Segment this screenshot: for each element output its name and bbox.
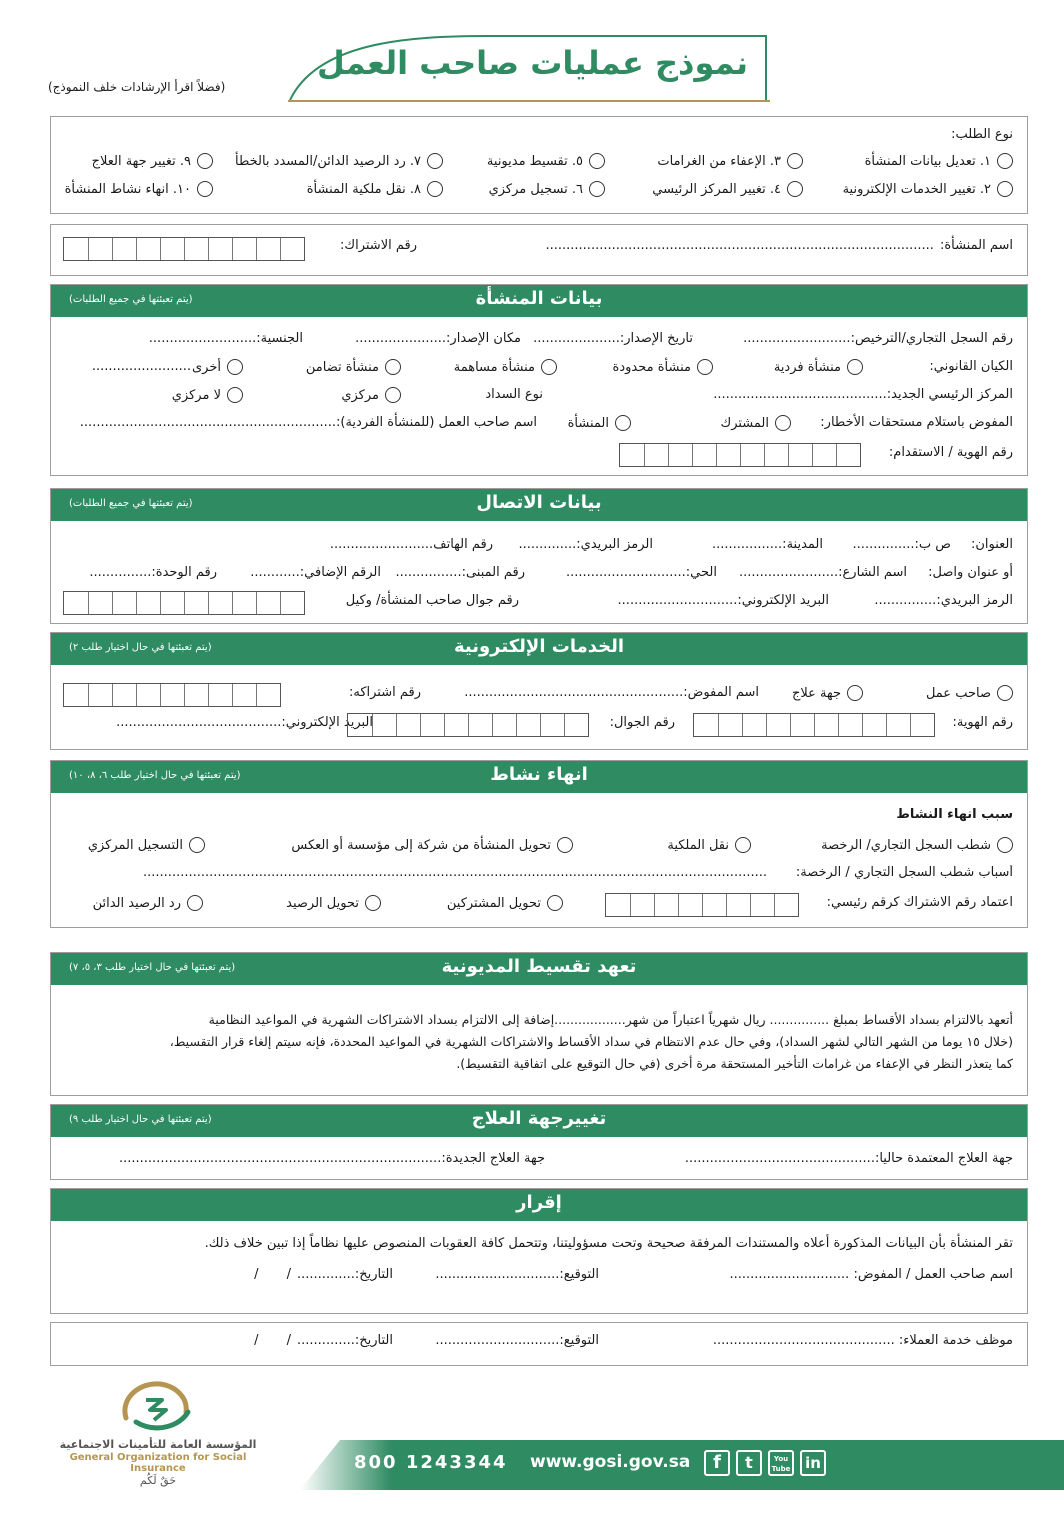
instructions-note: (فضلاً اقرأ الإرشادات خلف النموذج) <box>48 80 226 94</box>
section-title: إقرار <box>516 1192 562 1213</box>
wasel-label: أو عنوان واصل: <box>928 565 1013 580</box>
new-hq-field[interactable]: المركز الرئيسي الجديد:.......................................... <box>713 387 1013 402</box>
footer-phone[interactable]: 800 1243344 <box>354 1452 508 1473</box>
notice-auth-label: المفوض باستلام مستحقات الأخطار: <box>820 415 1013 430</box>
postal-code-field[interactable]: الرمز البريدي:.............. <box>518 537 653 552</box>
owner-signatory-field[interactable]: اسم صاحب العمل / المفوض: ............................. <box>729 1267 1013 1282</box>
section-note: (يتم تعبئتها في حال اختيار طلب ٣، ٥، ٧) <box>69 962 236 973</box>
employee-signature-field[interactable]: التوقيع:.............................. <box>435 1333 599 1348</box>
gosi-logo-icon <box>116 1378 196 1436</box>
footer-bar <box>300 1440 1064 1490</box>
reason-convert[interactable]: تحويل المنشأة من شركة إلى مؤسسة أو العكس <box>291 837 573 853</box>
employee-date-slashes: / / <box>254 1333 303 1348</box>
id-number-label: رقم الهوية / الاستقدام: <box>888 445 1013 460</box>
termination-section <box>50 760 1028 928</box>
radio-icon <box>997 837 1013 853</box>
main-sub-cells[interactable] <box>605 893 799 917</box>
radio-icon <box>187 895 203 911</box>
radio-icon <box>787 181 803 197</box>
social-icons <box>704 1450 826 1476</box>
declaration-section-header <box>51 1189 1027 1221</box>
radio-icon <box>189 837 205 853</box>
request-option-5[interactable]: ٥. تقسيط مديونية <box>487 153 605 169</box>
owner-date-field[interactable]: التاريخ:.............. <box>297 1267 393 1282</box>
current-clinic-field[interactable]: جهة العلاج المعتمدة حاليا:.............................................. <box>684 1151 1013 1166</box>
subscription-number-cells[interactable] <box>63 237 305 261</box>
radio-icon <box>197 181 213 197</box>
radio-icon <box>589 153 605 169</box>
delegate-name-field[interactable]: اسم المفوض:..................................................... <box>464 685 759 700</box>
radio-icon <box>227 359 243 375</box>
eservice-option-employer[interactable]: صاحب عمل <box>926 685 1013 701</box>
owner-date-slashes: / / <box>254 1267 303 1282</box>
radio-icon <box>365 895 381 911</box>
delegate-mobile-label: رقم الجوال: <box>609 715 675 730</box>
address-label: العنوان: <box>970 537 1013 552</box>
treatment-section <box>50 1104 1028 1180</box>
reason-ownership[interactable]: نقل الملكية <box>667 837 751 853</box>
section-title: الخدمات الإلكترونية <box>453 636 625 657</box>
city-field[interactable]: المدينة:................. <box>711 537 823 552</box>
footer-website[interactable]: www.gosi.gov.sa <box>530 1452 691 1472</box>
email-field[interactable]: البريد الإلكتروني:............................. <box>617 593 829 608</box>
radio-icon <box>427 153 443 169</box>
mobile-number-cells[interactable] <box>63 591 305 615</box>
radio-icon <box>997 685 1013 701</box>
legal-option-other[interactable]: أخرى <box>192 359 243 375</box>
termination-reason-label: سبب انهاء النشاط <box>896 807 1013 822</box>
legal-option-joint-stock[interactable]: منشأة مساهمة <box>454 359 557 375</box>
legal-entity-label: الكيان القانوني: <box>929 359 1013 374</box>
radio-icon <box>547 895 563 911</box>
declaration-section <box>50 1188 1028 1314</box>
radio-icon <box>385 359 401 375</box>
reason-central-reg[interactable]: التسجيل المركزي <box>88 837 205 853</box>
section-title: انهاء نشاط <box>490 764 588 785</box>
section-note: (يتم تعبئتها في حال اختيار طلب ٦، ٨، ١٠) <box>69 770 241 781</box>
radio-icon <box>847 685 863 701</box>
request-option-1[interactable]: ١. تعديل بيانات المنشأة <box>865 153 1013 169</box>
installment-section-header <box>51 953 1027 985</box>
radio-icon <box>541 359 557 375</box>
installment-section <box>50 952 1028 1096</box>
eservices-section-header <box>51 633 1027 665</box>
subscription-number-label: رقم الاشتراك: <box>340 238 417 253</box>
twitter-icon[interactable]: t <box>736 1450 762 1476</box>
termination-section-header <box>51 761 1027 793</box>
header-frame <box>288 30 770 102</box>
section-note: (يتم تعبئتها في جميع الطلبات) <box>69 498 193 509</box>
district-field[interactable]: الحي:............................. <box>565 565 717 580</box>
po-box-field[interactable]: ص ب:............... <box>852 537 951 552</box>
radio-icon <box>735 837 751 853</box>
radio-icon <box>997 181 1013 197</box>
new-clinic-field[interactable]: جهة العلاج الجديدة:.............................................................................. <box>119 1151 545 1166</box>
payment-type-label: نوع السداد <box>485 387 543 402</box>
pay-option-central[interactable]: مركزي <box>341 387 401 403</box>
request-option-7[interactable]: ٧. رد الرصيد الدائن/المسدد بالخطأ <box>235 153 443 169</box>
id-number-cells[interactable] <box>619 443 861 467</box>
employee-field[interactable]: موظف خدمة العملاء: ............................................ <box>712 1333 1013 1348</box>
radio-icon <box>997 153 1013 169</box>
street-field[interactable]: اسم الشارع:........................ <box>738 565 907 580</box>
treatment-section-header <box>51 1105 1027 1137</box>
section-title: تغييرجهة العلاج <box>471 1108 607 1129</box>
auth-option-facility[interactable]: المنشأة <box>568 415 631 431</box>
section-note: (يتم تعبئتها في حال اختيار طلب ٢) <box>69 642 212 653</box>
gold-underline <box>288 100 770 102</box>
request-type-label: نوع الطلب: <box>951 127 1013 142</box>
request-option-2[interactable]: ٢. تغيير الخدمات الإلكترونية <box>843 181 1013 197</box>
nationality-field[interactable]: الجنسية:.......................... <box>148 331 303 346</box>
delegate-id-cells[interactable] <box>693 713 935 737</box>
radio-icon <box>589 181 605 197</box>
delegate-sub-cells[interactable] <box>63 683 281 707</box>
ident-box <box>50 224 1028 276</box>
legal-option-individual[interactable]: منشأة فردية <box>774 359 863 375</box>
declaration-text: تقر المنشأة بأن البيانات المذكورة أعلاه والمستندات المرفقة صحيحة وتحت مسؤوليتنا، وتتحمل كافة العقوبات المنصوص عليها نظاماً إذا تبين خلاف ذلك. <box>204 1236 1013 1251</box>
refund-credit[interactable]: رد الرصيد الدائن <box>93 895 203 911</box>
request-option-9[interactable]: ٩. تغيير جهة العلاج <box>92 153 213 169</box>
radio-icon <box>615 415 631 431</box>
request-option-6[interactable]: ٦. تسجيل مركزي <box>489 181 605 197</box>
radio-icon <box>697 359 713 375</box>
transfer-subscribers[interactable]: تحويل المشتركين <box>447 895 563 911</box>
request-option-8[interactable]: ٨. نقل ملكية المنشأة <box>307 181 443 197</box>
radio-icon <box>427 181 443 197</box>
linkedin-icon[interactable]: in <box>800 1450 826 1476</box>
delegate-sub-label: رقم اشتراكه: <box>348 685 421 700</box>
delegate-id-label: رقم الهوية: <box>952 715 1013 730</box>
request-option-3[interactable]: ٣. الإعفاء من الغرامات <box>657 153 803 169</box>
radio-icon <box>557 837 573 853</box>
section-note: (يتم تعبئتها في حال اختيار طلب ٩) <box>69 1114 212 1125</box>
radio-icon <box>775 415 791 431</box>
contact-section <box>50 488 1028 624</box>
issue-place-field[interactable]: مكان الإصدار:...................... <box>355 331 521 346</box>
request-option-10[interactable]: ١٠. انهاء نشاط المنشأة <box>65 181 213 197</box>
radio-icon <box>787 153 803 169</box>
legal-option-limited[interactable]: منشأة محدودة <box>613 359 713 375</box>
facebook-icon[interactable]: f <box>704 1450 730 1476</box>
staff-box <box>50 1322 1028 1366</box>
main-sub-label: اعتماد رقم الاشتراك كرقم رئيسي: <box>826 895 1013 910</box>
radio-icon <box>385 387 401 403</box>
org-name-ar: المؤسسة العامة للتأمينات الاجتماعية <box>59 1438 257 1451</box>
reason-strike-cr[interactable]: شطب السجل التجاري/ الرخصة <box>821 837 1013 853</box>
extra-number-field[interactable]: الرقم الإضافي:............ <box>250 565 381 580</box>
delegate-mobile-cells[interactable] <box>347 713 589 737</box>
radio-icon <box>847 359 863 375</box>
unit-field[interactable]: رقم الوحدة:............... <box>89 565 217 580</box>
contact-section-header <box>51 489 1027 521</box>
installment-line-2: (خلال ١٥ يوما من الشهر التالي لشهر السداد)، وفي حال عدم الانتظام في سداد الأقساط والاشتراكات الشهرية في المواعيد المحددة، فإنه سيتم إلغاء قرار التقسيط، <box>169 1034 1013 1049</box>
facility-section-header <box>51 285 1027 317</box>
postal-code-2-field[interactable]: الرمز البريدي:............... <box>874 593 1013 608</box>
auth-option-subscriber[interactable]: المشترك <box>721 415 792 431</box>
installment-line-3: كما يتعذر النظر في الإعفاء من غرامات التأخير المستحقة مرة أخرى (في حال التوقيع على اتفاقية التقسيط). <box>456 1056 1013 1071</box>
strike-reasons-label: أسباب شطب السجل التجاري / الرخصة: <box>795 865 1013 880</box>
owner-signature-field[interactable]: التوقيع:.............................. <box>435 1267 599 1282</box>
section-title: بيانات الاتصال <box>476 492 602 513</box>
legal-option-partnership[interactable]: منشأة تضامن <box>306 359 401 375</box>
pay-option-decentral[interactable]: لا مركزي <box>172 387 243 403</box>
cr-number-field[interactable]: رقم السجل التجاري/الترخيص:.......................... <box>743 331 1013 346</box>
legal-other-dots[interactable]: ........................ <box>91 359 191 374</box>
radio-icon <box>197 153 213 169</box>
section-title: تعهد تقسيط المديونية <box>441 956 637 977</box>
slogan: حَقٌ لَكُم <box>139 1474 177 1487</box>
strike-reasons-dots[interactable]: ....................................................................................................................................................... <box>143 865 767 880</box>
employee-date-field[interactable]: التاريخ:.............. <box>297 1333 393 1348</box>
section-note: (يتم تعبئتها في جميع الطلبات) <box>69 294 193 305</box>
owner-name-field[interactable]: اسم صاحب العمل (للمنشأة الفردية):.............................................................. <box>79 415 537 430</box>
request-option-4[interactable]: ٤. تغيير المركز الرئيسي <box>652 181 803 197</box>
installment-line-1: أتعهد بالالتزام بسداد الأقساط بمبلغ ............... ريال شهرياً اعتباراً من شهر..................إضافة إلى الالتزام بسداد الاشتراكات الشهرية في المواعيد النظامية <box>208 1012 1013 1027</box>
delegate-email-field[interactable]: البريد الإلكتروني:........................................ <box>116 715 373 730</box>
eservices-section <box>50 632 1028 750</box>
transfer-balance[interactable]: تحويل الرصيد <box>286 895 381 911</box>
radio-icon <box>227 387 243 403</box>
page-title: نموذج عمليات صاحب العمل <box>317 44 748 82</box>
mobile-label: رقم جوال صاحب المنشأة/ وكيل <box>345 593 519 608</box>
eservice-option-clinic[interactable]: جهة علاج <box>792 685 863 701</box>
facility-name-field[interactable]: اسم المنشأة: .............................................................................................. <box>545 238 1013 253</box>
issue-date-field[interactable]: تاريخ الإصدار:..................... <box>533 331 693 346</box>
gosi-logo <box>116 1378 196 1436</box>
org-name-en: General Organization for Social Insurance <box>69 1452 247 1474</box>
request-type-box <box>50 116 1028 214</box>
facility-section <box>50 284 1028 476</box>
phone-field[interactable]: رقم الهاتف......................... <box>329 537 493 552</box>
section-title: بيانات المنشأة <box>475 288 603 309</box>
youtube-icon[interactable]: You Tube <box>768 1450 794 1476</box>
building-field[interactable]: رقم المبنى:................ <box>395 565 525 580</box>
